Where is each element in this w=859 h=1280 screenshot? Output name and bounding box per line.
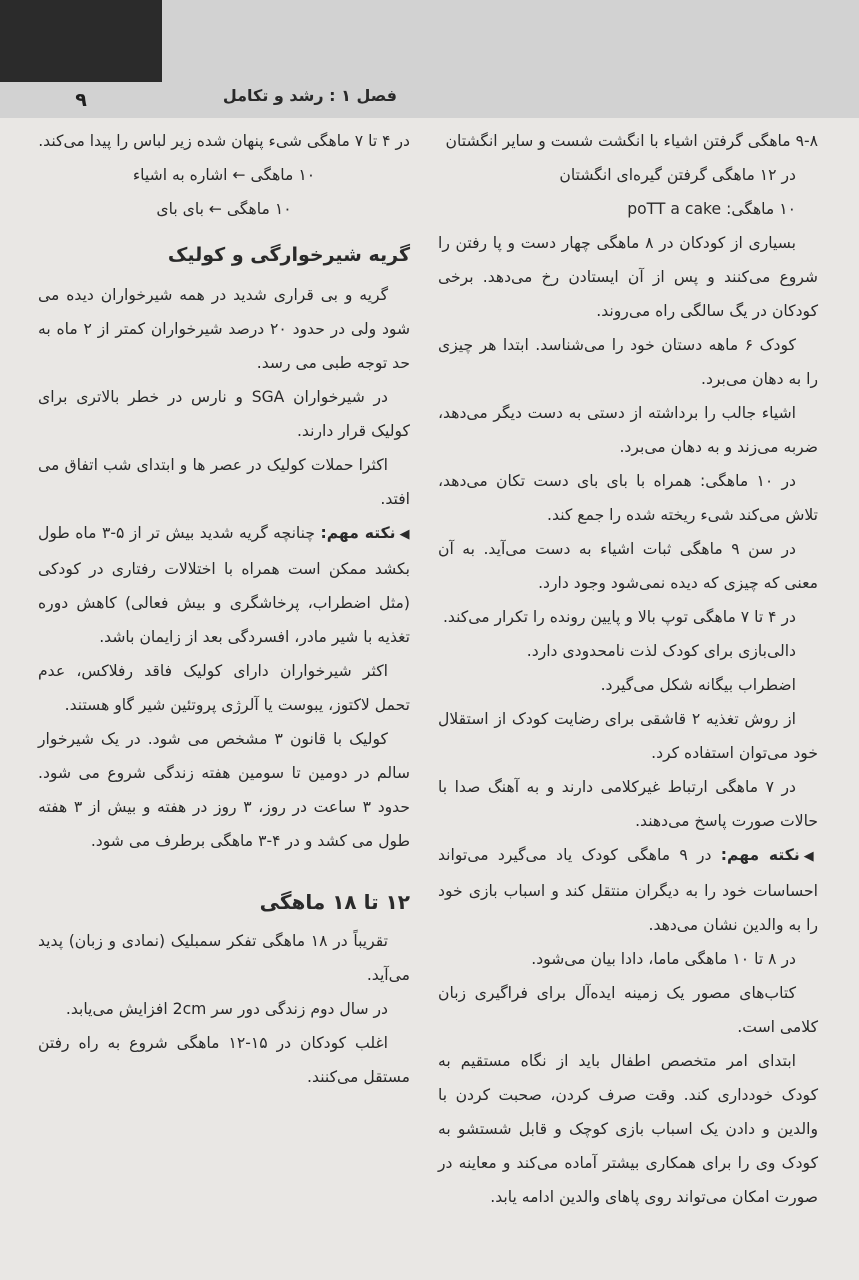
paragraph: در سن ۹ ماهگی ثبات اشیاء به دست می‌آید. به آن معنی که چیزی که دیده نمی‌شود وجود دارد.	[438, 540, 818, 592]
section-heading-colic: گریه شیرخوارگی و کولیک	[167, 244, 410, 266]
left-column	[38, 124, 410, 1094]
paragraph: در ۴ تا ۷ ماهگی شیء پنهان شده زیر لباس را پیدا می‌کند.	[38, 132, 410, 150]
paragraph: در سال دوم زندگی دور سر 2cm افزایش می‌یابد.	[65, 1000, 388, 1018]
chapter-title: فصل ۱ : رشد و تکامل	[222, 86, 397, 105]
paragraph: کودک ۶ ماهه دستان خود را می‌شناسد. ابتدا هر چیزی را به دهان می‌برد.	[438, 336, 818, 388]
section-heading-age: ۱۲ تا ۱۸ ماهگی	[259, 890, 410, 914]
paragraph: بسیاری از کودکان در ۸ ماهگی چهار دست و پا رفتن را شروع می‌کنند و پس از آن ایستادن رخ می‌دهد. برخی کودکان در یگ سالگی راه می‌روند.	[438, 234, 818, 320]
list-item: ۱۰ ماهگی ← بای بای	[156, 200, 292, 218]
note-label: نکته مهم:	[720, 846, 800, 864]
paragraph: ۹-۸ ماهگی گرفتن اشیاء با انگشت شست و سایر انگشتان	[445, 132, 818, 150]
list-item: ۱۰ ماهگی ← اشاره به اشیاء	[132, 166, 316, 184]
note-arrow-icon: ◀	[803, 849, 818, 864]
page-number: ۹	[0, 82, 162, 118]
paragraph: در ۱۲ ماهگی گرفتن گیره‌ای انگشتان	[559, 166, 796, 184]
paragraph: در ۱۰ ماهگی: همراه با بای بای دست تکان می‌دهد، تلاش می‌کند شیء ریخته شده را جمع کند.	[438, 472, 818, 524]
note-label: نکته مهم:	[320, 524, 396, 542]
paragraph: از روش تغذیه ۲ قاشقی برای رضایت کودک از استقلال خود می‌توان استفاده کرد.	[438, 710, 818, 762]
paragraph: اغلب کودکان در ۱۵-۱۲ ماهگی شروع به راه رفتن مستقل می‌کنند.	[38, 1034, 410, 1086]
paragraph: اکثر شیرخواران دارای کولیک فاقد رفلاکس، عدم تحمل لاکتوز، یبوست یا آلرژی پروتئین شیر گاو هستند.	[38, 662, 410, 714]
note-paragraph	[438, 838, 818, 942]
paragraph: تقریباً در ۱۸ ماهگی تفکر سمبلیک (نمادی و زبان) پدید می‌آید.	[38, 932, 410, 984]
note-paragraph	[38, 516, 410, 654]
right-column	[438, 124, 818, 1214]
paragraph: ۱۰ ماهگی: poTT a cake	[627, 200, 796, 218]
paragraph: اضطراب بیگانه شکل می‌گیرد.	[600, 676, 796, 694]
paragraph: در ۴ تا ۷ ماهگی توپ بالا و پایین رونده را تکرار می‌کند.	[442, 608, 796, 626]
note-text: در ۹ ماهگی کودک یاد می‌گیرد می‌تواند احساسات خود را به دیگران منتقل کند و اسباب بازی خود را به والدین نشان می‌دهد.	[438, 846, 818, 934]
paragraph: گریه و بی قراری شدید در همه شیرخواران دیده می شود ولی در حدود ۲۰ درصد شیرخواران کمتر از ۲ ماه به حد توجه طبی می رسد.	[38, 286, 411, 372]
paragraph: دالی‌بازی برای کودک لذت نامحدودی دارد.	[526, 642, 796, 660]
paragraph: ابتدای امر متخصص اطفال باید از نگاه مستقیم به کودک خودداری کند. وقت صرف کردن، صحبت کردن با والدین و دادن یک اسباب بازی کوچک و قابل شستشو به کودک وی را برای همکاری بیشتر آماده می‌کند و معاینه در صورت امکان می‌تواند روی پاهای والدین ادامه یابد.	[438, 1052, 818, 1206]
paragraph: در شیرخواران SGA و نارس در خطر بالاتری برای کولیک قرار دارند.	[38, 388, 410, 440]
paragraph: کولیک با قانون ۳ مشخص می شود. در یک شیرخوار سالم در دومین تا سومین هفته زندگی شروع می شود. حدود ۳ ساعت در روز، ۳ روز در هفته و بیش از ۳ هفته طول می کشد و در ۴-۳ ماهگی برطرف می شود.	[38, 730, 410, 850]
paragraph: اشیاء جالب را برداشته از دستی به دست دیگر می‌دهد، ضربه می‌زند و به دهان می‌برد.	[438, 404, 818, 456]
page-header	[0, 0, 859, 118]
note-arrow-icon: ◀	[399, 527, 411, 542]
paragraph: کتاب‌های مصور یک زمینه ایده‌آل برای فراگیری زبان کلامی است.	[438, 984, 818, 1036]
note-text: چنانچه گریه شدید بیش تر از ۵-۳ ماه طول بکشد ممکن است همراه با اختلالات رفتاری در کودکی (مثل اضطراب، پرخاشگری و بیش فعالی) کاهش دوره تغذیه با شیر مادر، افسردگی بعد از زایمان باشد.	[38, 524, 410, 646]
paragraph: اکثرا حملات کولیک در عصر ها و ابتدای شب اتفاق می افتد.	[38, 456, 410, 508]
paragraph: در ۸ تا ۱۰ ماهگی ماما، دادا بیان می‌شود.	[531, 950, 796, 968]
paragraph: در ۷ ماهگی ارتباط غیرکلامی دارند و به آهنگ صدا با حالات صورت پاسخ می‌دهند.	[438, 778, 818, 830]
